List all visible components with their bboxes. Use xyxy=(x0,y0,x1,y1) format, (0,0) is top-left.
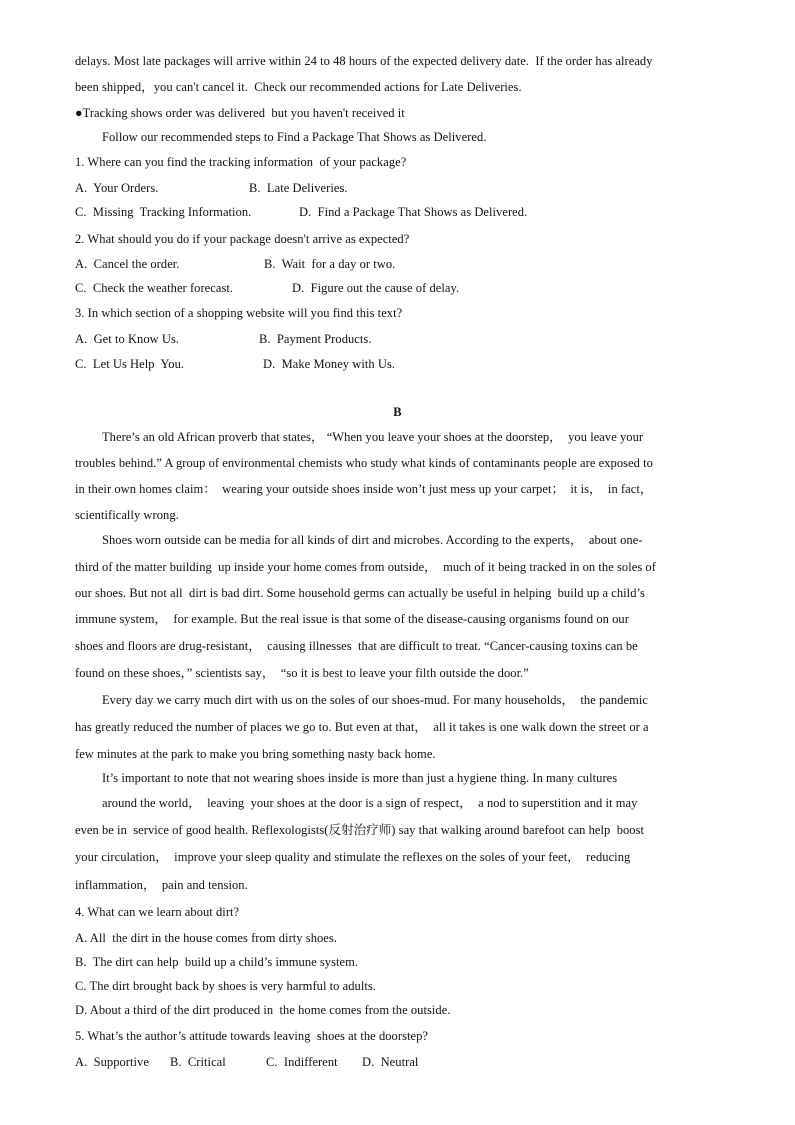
passage-b-line: even be in service of good health. Reflexologists(反射治疗师) say that walking around barefoot can help boost xyxy=(75,823,645,837)
passage-b-line: shoes and floors are drug-resistant， causing illnesses that are difficult to treat. “Cancer-causing toxins can be xyxy=(75,639,638,653)
question-5-option-c: C. Indifferent xyxy=(266,1055,338,1069)
question-1-option-a: A. Your Orders. xyxy=(75,181,159,195)
passage-a-line: delays. Most late packages will arrive within 24 to 48 hours of the expected delivery date. If the order has already xyxy=(75,54,653,68)
passage-b-line: in their own homes claim： wearing your outside shoes inside won’t just mess up your carpet； it is， in fact， xyxy=(75,482,653,496)
question-3-option-d: D. Make Money with Us. xyxy=(263,357,396,371)
passage-b-line: has greatly reduced the number of places we go to. But even at that， all it takes is one walk down the street or a xyxy=(75,720,649,734)
passage-b-line: Every day we carry much dirt with us on the soles of our shoes-mud. For many households， the pandemic xyxy=(102,693,648,707)
passage-b-line: our shoes. But not all dirt is bad dirt. Some household germs can actually be useful in helping build up a child’s xyxy=(75,586,645,600)
question-2-option-c: C. Check the weather forecast. xyxy=(75,281,234,295)
question-2-option-b: B. Wait for a day or two. xyxy=(264,257,396,271)
passage-b-line: scientifically wrong. xyxy=(75,508,179,522)
question-1-option-b: B. Late Deliveries. xyxy=(249,181,348,195)
passage-b-line: troubles behind.” A group of environmental chemists who study what kinds of contaminants people are exposed to xyxy=(75,456,653,470)
question-4-option-b: B. The dirt can help build up a child’s immune system. xyxy=(75,955,359,969)
question-5-option-b: B. Critical xyxy=(170,1055,226,1069)
question-5-option-a: A. Supportive xyxy=(75,1055,149,1069)
question-5-stem: 5. What’s the author’s attitude towards leaving shoes at the doorstep? xyxy=(75,1029,429,1043)
question-3-option-c: C. Let Us Help You. xyxy=(75,357,185,371)
section-b-heading: B xyxy=(393,405,402,419)
passage-a-line: been shipped，you can't cancel it. Check our recommended actions for Late Deliveries. xyxy=(75,80,522,94)
passage-b-line: inflammation， pain and tension. xyxy=(75,878,248,892)
question-1-stem: 1. Where can you find the tracking information of your package? xyxy=(75,155,407,169)
passage-a-line: Follow our recommended steps to Find a Package That Shows as Delivered. xyxy=(102,130,487,144)
question-3-option-a: A. Get to Know Us. xyxy=(75,332,180,346)
passage-a-bullet: ●Tracking shows order was delivered but you haven't received it xyxy=(75,106,405,120)
passage-b-line: around the world， leaving your shoes at the door is a sign of respect， a nod to superstition and it may xyxy=(102,796,638,810)
passage-b-line: There’s an old African proverb that states， “When you leave your shoes at the doorstep， you leave your xyxy=(102,430,644,444)
passage-b-line: Shoes worn outside can be media for all kinds of dirt and microbes. According to the experts， about one- xyxy=(102,533,643,547)
question-1-option-c: C. Missing Tracking Information. xyxy=(75,205,252,219)
passage-b-line: your circulation， improve your sleep quality and stimulate the reflexes on the soles of your feet， reducing xyxy=(75,850,631,864)
question-4-option-a: A. All the dirt in the house comes from dirty shoes. xyxy=(75,931,337,945)
question-2-option-d: D. Figure out the cause of delay. xyxy=(292,281,460,295)
question-1-option-d: D. Find a Package That Shows as Delivered. xyxy=(299,205,528,219)
question-4-option-c: C. The dirt brought back by shoes is very harmful to adults. xyxy=(75,979,376,993)
question-4-option-d: D. About a third of the dirt produced in the home comes from the outside. xyxy=(75,1003,451,1017)
passage-b-line: It’s important to note that not wearing shoes inside is more than just a hygiene thing. In many cultures xyxy=(102,771,618,785)
question-3-stem: 3. In which section of a shopping website will you find this text? xyxy=(75,306,403,320)
question-5-option-d: D. Neutral xyxy=(362,1055,419,1069)
passage-b-line: third of the matter building up inside your home comes from outside， much of it being tracked in on the soles of xyxy=(75,560,656,574)
question-3-option-b: B. Payment Products. xyxy=(259,332,372,346)
passage-b-line: few minutes at the park to make you bring something nasty back home. xyxy=(75,747,436,761)
question-4-stem: 4. What can we learn about dirt? xyxy=(75,905,240,919)
passage-b-line: immune system， for example. But the real issue is that some of the disease-causing organisms found on our xyxy=(75,612,629,626)
passage-b-line: found on these shoes，” scientists say， “so it is best to leave your filth outside the door.” xyxy=(75,666,529,680)
question-2-option-a: A. Cancel the order. xyxy=(75,257,180,271)
question-2-stem: 2. What should you do if your package doesn't arrive as expected? xyxy=(75,232,410,246)
